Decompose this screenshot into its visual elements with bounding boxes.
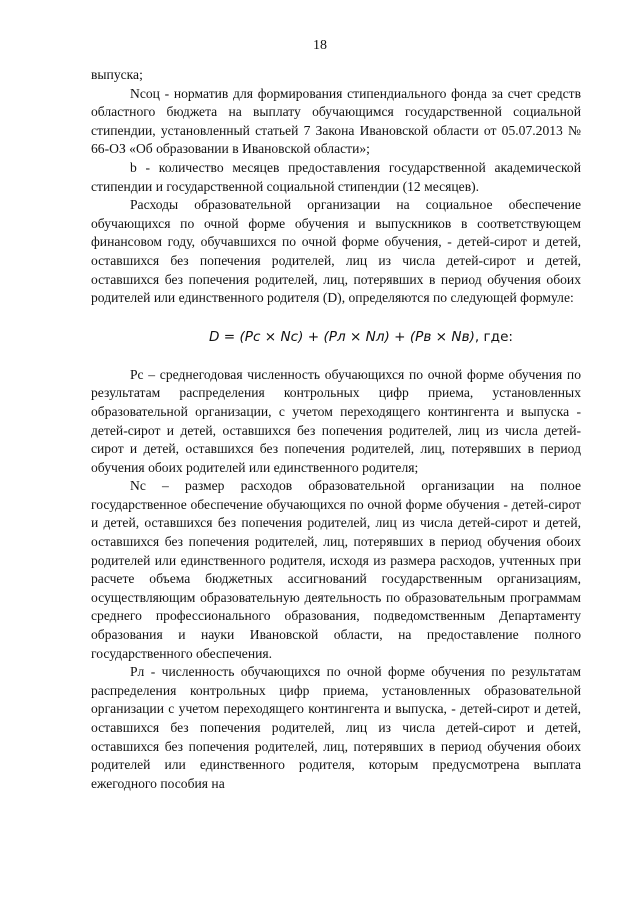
paragraph-pl-definition: Рл - численность обучающихся по очной форме обучения по результатам распределения контрольных цифр приема, установленных образовательной организации с учетом переходящего контингента и выпуска, - детей-сирот и детей, оставшихся без попечения родителей, лиц из числа детей-сирот и детей, оставшихся без попечения родителей, лиц, потерявших в период обучения обоих родителей или единственного родителя, которым предусмотрена выплата ежегодного пособия на [91, 664, 581, 791]
paragraph-nsoc-definition: Nсоц - норматив для формирования стипендиального фонда за счет средств областного бюджета на выплату обучающимся государственной социальной стипендии, установленный статьей 7 Закона Ивановской области от 05.07.2013 № 66-ОЗ «Об образовании в Ивановской области»; [91, 85, 581, 157]
paragraph-continuation: выпуска; [91, 67, 143, 82]
paragraph-b-definition: b - количество месяцев предоставления государственной академической стипендии и государственной социальной стипендии (12 месяцев). [91, 159, 581, 194]
paragraph-nc-definition: Nс – размер расходов образовательной организации на полное государственное обеспечение обучающихся по очной форме обучения - детей-сирот и детей, оставшихся без попечения родителей, лиц из числа детей-сирот и детей, оставшихся без попечения родителей, лиц, потерявших в период обучения обоих родителей или единственного родителя, исходя из размера расходов, учтенных при расчете объема бюджетных ассигнований государственным организациям, осуществляющим образовательную деятельность по образовательным программам среднего профессионального образования, подведомственным Департаменту образования и науки Ивановской области, на предоставление полного государственного обеспечения. [91, 478, 581, 661]
formula-suffix: , где: [474, 328, 514, 345]
paragraph-expenses-intro: Расходы образовательной организации на социальное обеспечение обучающихся по очной форме обучения и выпускников в соответствующем финансовом году, обучавшихся по очной форме обучения, - детей-сирот и детей, оставшихся без попечения родителей, лиц из числа детей-сирот и детей, оставшихся без попечения родителей, лиц, потерявших в период обучения обоих родителей или единственного родителя (D), определяются по следующей формуле: [91, 197, 581, 306]
paragraph-pc-definition: Рс – среднегодовая численность обучающихся по очной форме обучения по результатам распределения контрольных цифр приема, установленных образовательной организации, с учетом переходящего контингента и выпуска - детей-сирот и детей, оставшихся без попечения родителей, лиц из числа детей-сирот и детей, оставшихся без попечения родителей, лиц, потерявших в период обучения обоих родителей или единственного родителя; [91, 366, 581, 475]
page-number: 18 [313, 38, 327, 53]
formula [91, 328, 581, 346]
formula-expression: D = (Pc × Nc) + (Pл × Nл) + (Pв × Nв) [208, 328, 475, 345]
document-body [91, 66, 581, 793]
